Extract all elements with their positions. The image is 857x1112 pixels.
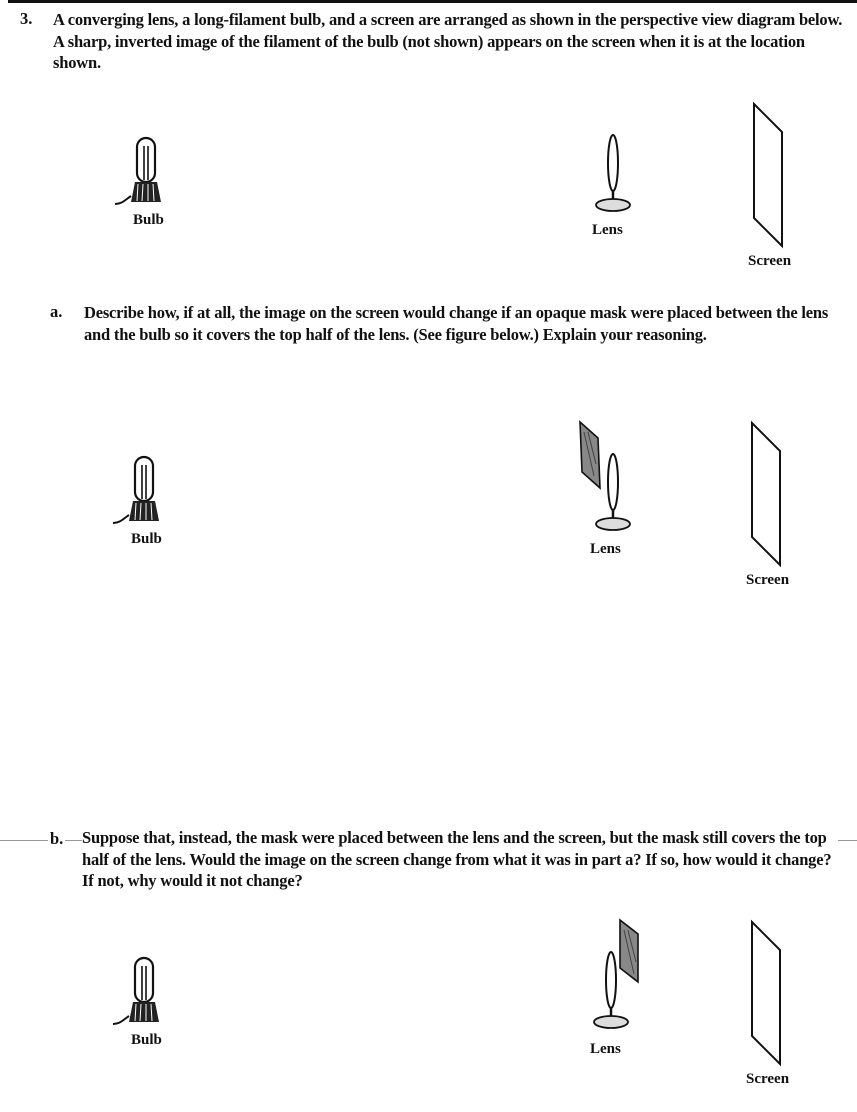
part-b-label: b. [50,829,64,848]
top-rule [8,0,857,3]
lens-label: Lens [590,1041,621,1057]
part-a-text: Describe how, if at all, the image on the screen would change if an opaque mask were placed between the lens and the bulb so it covers the top half of the lens. (See figure below.) Explain your reasoning. [84,303,829,344]
mask-icon [606,916,646,996]
lens-label: Lens [590,541,621,557]
bulb-label: Bulb [131,1032,162,1048]
lens-label: Lens [592,222,623,238]
screen-icon [746,918,786,1068]
bulb-icon [110,134,170,209]
lens-icon [590,452,636,534]
part-b-text: Suppose that, instead, the mask were placed between the lens and the screen, but the mask still covers the top half of the lens. Would the image on the screen change from what it was in part a? If so, how would it change? If not, why would it not change? [82,827,838,892]
screen-icon [748,100,788,250]
question-text: A converging lens, a long-filament bulb, and a screen are arranged as shown in the perspective view diagram below. A sharp, inverted image of the filament of the bulb (not shown) appears on the screen when it is at the location shown. [53,10,843,72]
screen-label: Screen [746,572,790,588]
screen-label: Screen [748,253,792,269]
bulb-label: Bulb [133,212,164,228]
screen-icon [746,419,786,569]
bulb-icon [108,954,168,1029]
bulb-label: Bulb [131,531,162,547]
bulb-icon [108,453,168,528]
part-a-label: a. [50,302,63,321]
lens-icon [590,133,636,215]
screen-label: Screen [746,1071,790,1087]
question-number: 3. [20,9,33,28]
